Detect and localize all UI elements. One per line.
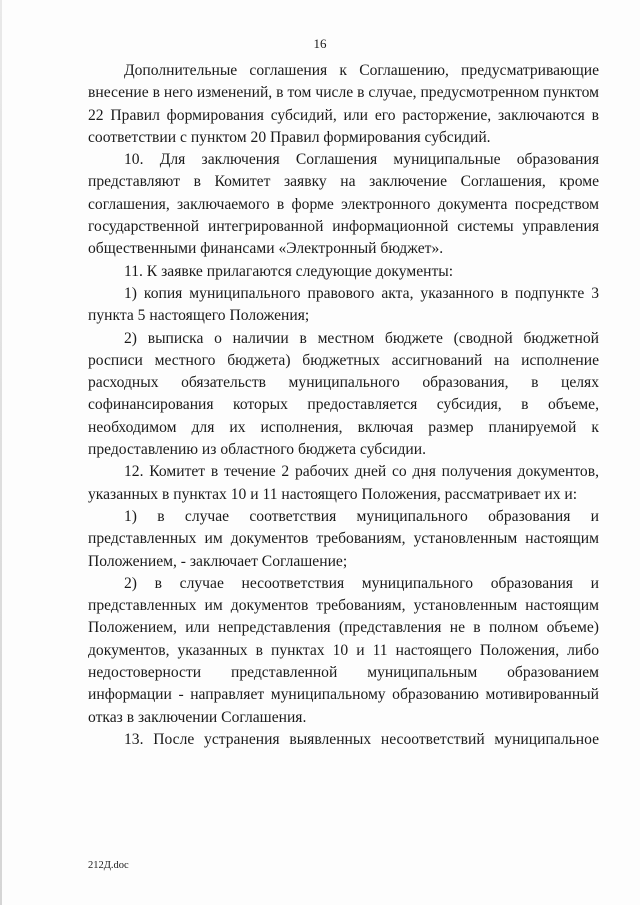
paragraph-item-11-1: 1) копия муниципального правового акта, указанного в подпункте 3 пункта 5 настоящего Положения; [88,284,599,325]
page-edge [0,0,2,905]
paragraph-item-12-1: 1) в случае соответствия муниципального образования и представленных им документов требованиям, установленным настоящим Положением, - заключает Соглашение; [88,507,599,570]
paragraph-item-10: 10. Для заключения Соглашения муниципальные образования представляют в Комитет заявку на заключение Соглашения, кроме соглашения, заключаемого в форме электронного документа посредством государственной интегрированной информационной системы управления общественными финансами «Электронный бюджет». [88,151,599,258]
page-number: 16 [313,36,327,51]
paragraph-item-12-2: 2) в случае несоответствия муниципального образования и представленных им документов требованиям, установленным настоящим Положением, или непредставления (представления не в полном объеме) документов, указанных в пунктах 10 и 11 настоящего Положения, либо недостоверности представленной муниципальным образованием информации - направляет муниципальному образованию мотивированный отказ в заключении Соглашения. [88,574,599,726]
footer-filename: 212Д.doc [88,860,129,871]
document-body [88,60,599,751]
paragraph-item-11: 11. К заявке прилагаются следующие документы: [124,262,454,280]
paragraph-additional-agreements: Дополнительные соглашения к Соглашению, предусматривающие внесение в него изменений, в том числе в случае, предусмотренном пунктом 22 Правил формирования субсидий, или его расторжение, заключаются в соответствии с пунктом 20 Правил формирования субсидий. [88,62,599,146]
paragraph-item-11-2: 2) выписка о наличии в местном бюджете (сводной бюджетной росписи местного бюджета) бюджетных ассигнований на исполнение расходных обязательств муниципального образования, в целях софинансирования которых предоставляется субсидия, в объеме, необходимом для их исполнения, включая размер планируемой к предоставлению из областного бюджета субсидии. [88,329,599,459]
paragraph-item-13: 13. После устранения выявленных несоответствий муниципальное [124,730,599,748]
paragraph-item-12: 12. Комитет в течение 2 рабочих дней со дня получения документов, указанных в пунктах 10 и 11 настоящего Положения, рассматривает их и: [88,463,599,503]
